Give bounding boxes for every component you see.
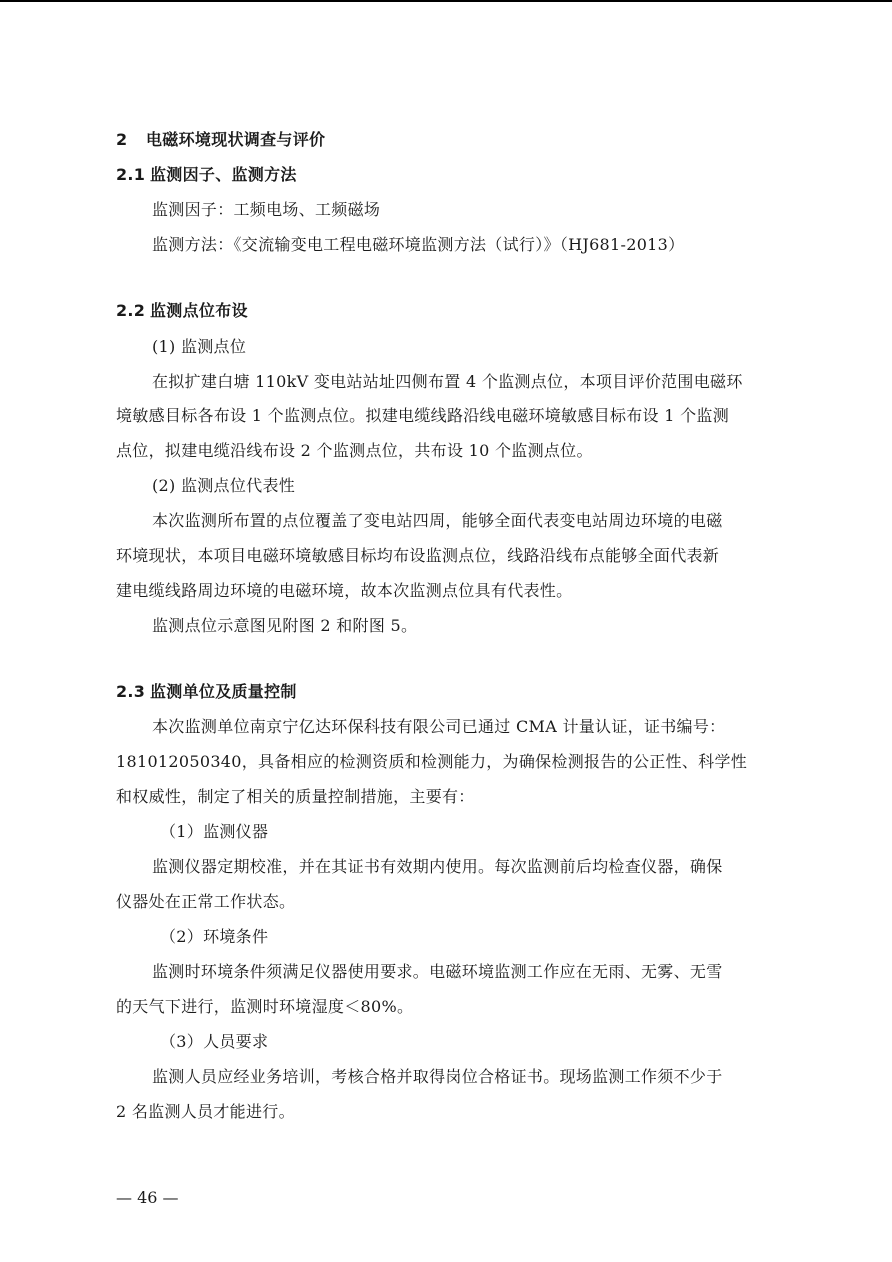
paragraph-line: 监测仪器定期校准，并在其证书有效期内使用。每次监测前后均检查仪器，确保 xyxy=(152,857,723,876)
paragraph-line: 监测方法：《交流输变电工程电磁环境监测方法（试行）》（HJ681-2013） xyxy=(152,235,685,254)
section-title: 监测因子、监测方法 xyxy=(150,165,297,184)
section-2-heading xyxy=(116,130,325,150)
paragraph-line: 本次监测所布置的点位覆盖了变电站四周，能够全面代表变电站周边环境的电磁 xyxy=(152,511,723,530)
paragraph-line: 仪器处在正常工作状态。 xyxy=(116,892,296,911)
paragraph-line: 建电缆线路周边环境的电磁环境，故本次监测点位具有代表性。 xyxy=(116,581,573,600)
section-title: 监测单位及质量控制 xyxy=(150,682,297,701)
section-title: 监测点位布设 xyxy=(150,301,248,320)
section-number: 2.2 xyxy=(116,301,146,320)
subheading: （1）监测仪器 xyxy=(160,822,269,841)
paragraph-line: 监测因子：工频电场、工频磁场 xyxy=(152,200,381,219)
paragraph-line: 在拟扩建白塘 110kV 变电站站址四侧布置 4 个监测点位，本项目评价范围电磁环 xyxy=(152,372,743,391)
paragraph-line: 2 名监测人员才能进行。 xyxy=(116,1102,295,1121)
paragraph-line: 181012050340，具备相应的检测资质和检测能力，为确保检测报告的公正性、科学性 xyxy=(116,752,748,771)
section-number: 2 xyxy=(116,130,128,149)
section-2-2-heading xyxy=(116,301,248,321)
page-number: — 46 — xyxy=(116,1188,179,1207)
paragraph-line: 监测点位示意图见附图 2 和附图 5。 xyxy=(152,616,418,635)
paragraph-line: 本次监测单位南京宁亿达环保科技有限公司已通过 CMA 计量认证，证书编号： xyxy=(152,717,726,736)
subheading: （2）环境条件 xyxy=(160,927,269,946)
section-number: 2.1 xyxy=(116,165,146,184)
subheading: (1) 监测点位 xyxy=(152,337,247,356)
paragraph-line: 监测人员应经业务培训，考核合格并取得岗位合格证书。现场监测工作须不少于 xyxy=(152,1067,723,1086)
section-number: 2.3 xyxy=(116,682,146,701)
paragraph-line: 监测时环境条件须满足仪器使用要求。电磁环境监测工作应在无雨、无雾、无雪 xyxy=(152,962,723,981)
section-2-1-heading xyxy=(116,165,297,185)
paragraph-line: 和权威性，制定了相关的质量控制措施，主要有： xyxy=(116,787,475,806)
paragraph-line: 的天气下进行，监测时环境湿度＜80%。 xyxy=(116,997,414,1016)
paragraph-line: 环境现状，本项目电磁环境敏感目标均布设监测点位，线路沿线布点能够全面代表新 xyxy=(116,546,720,565)
section-title: 电磁环境现状调查与评价 xyxy=(146,130,326,149)
subheading: （3）人员要求 xyxy=(160,1032,269,1051)
paragraph-line: 点位，拟建电缆沿线布设 2 个监测点位，共布设 10 个监测点位。 xyxy=(116,441,593,460)
paragraph-line: 境敏感目标各布设 1 个监测点位。拟建电缆线路沿线电磁环境敏感目标布设 1 个监测 xyxy=(116,406,730,425)
subheading: (2) 监测点位代表性 xyxy=(152,476,296,495)
section-2-3-heading xyxy=(116,682,297,702)
